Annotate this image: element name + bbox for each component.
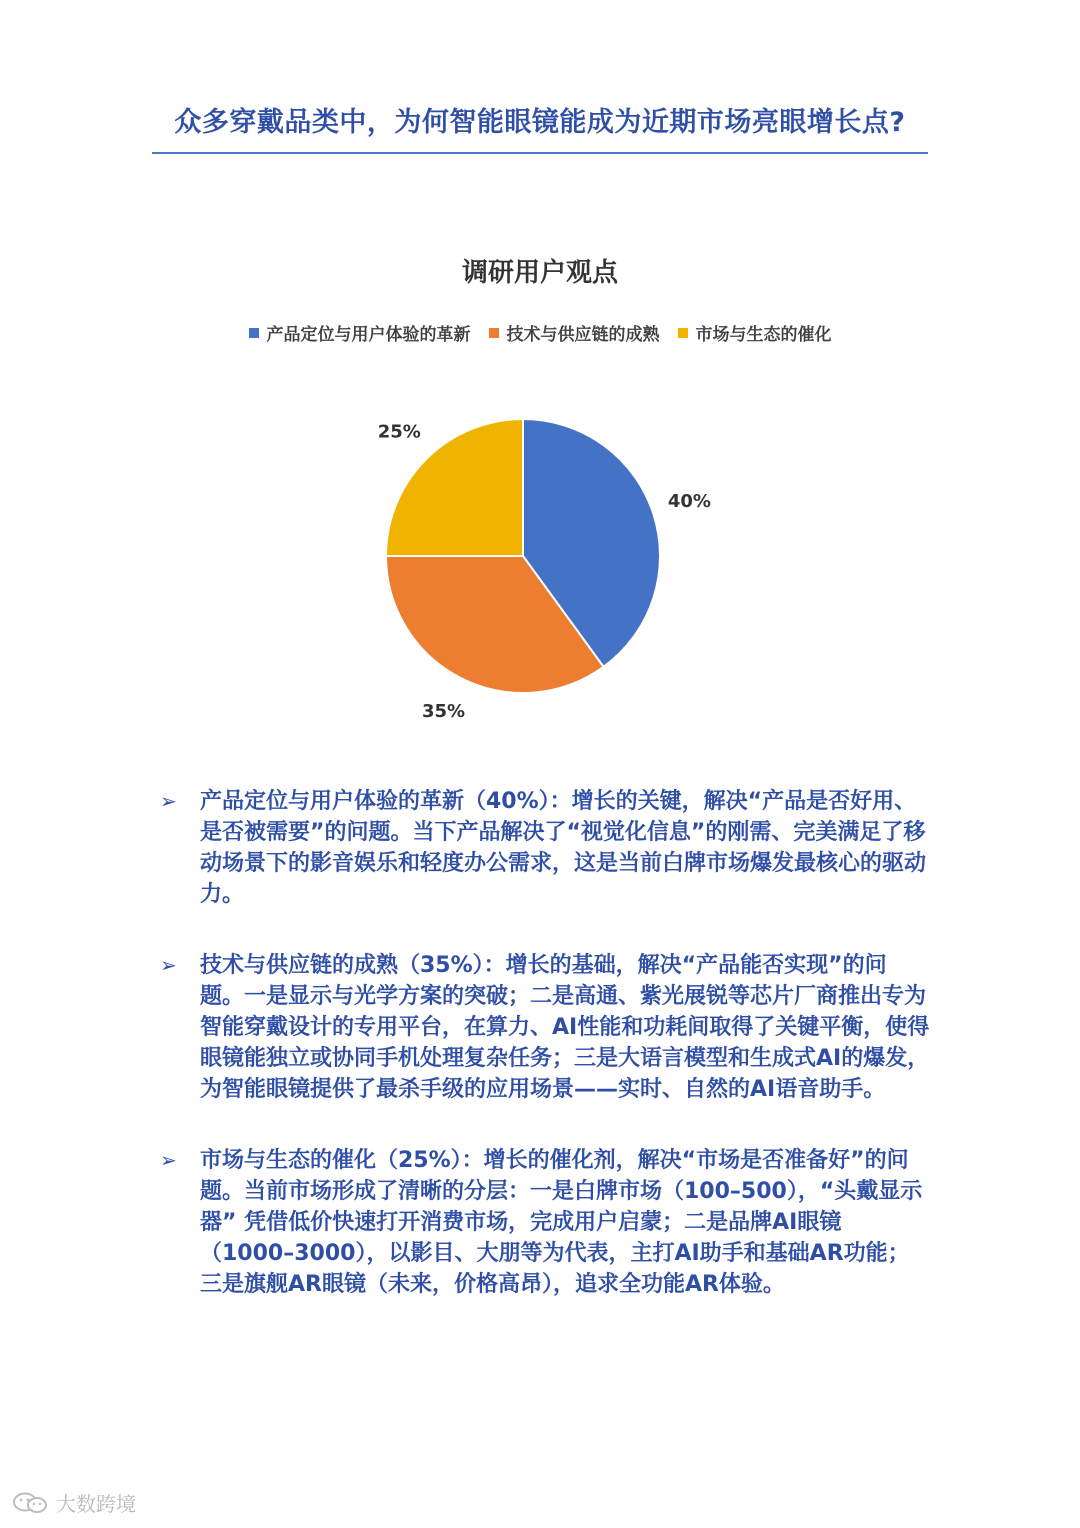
pie-chart xyxy=(330,380,750,740)
point-text: 市场与生态的催化（25%）：增长的催化剂，解决“市场是否准备好”的问题。当前市场形成了清晰的分层：一是白牌市场（100–500），“头戴显示器” 凭借低价快速打开消费市场，完成用户启蒙；二是品牌AI眼镜（1000–3000），以影目、大朋等为代表，主打AI助手和基础AR功能；三是旗舰AR眼镜（未来，价格高昂），追求全功能AR体验。 xyxy=(200,1148,923,1297)
legend-swatch xyxy=(678,328,688,338)
list-item xyxy=(160,950,930,1105)
list-item xyxy=(160,786,930,910)
legend-swatch xyxy=(249,328,259,338)
arrow-bullet-icon: ➢ xyxy=(160,1148,177,1172)
chart-legend xyxy=(0,320,1080,345)
legend-item xyxy=(489,320,660,345)
list-item xyxy=(160,1145,930,1300)
arrow-bullet-icon: ➢ xyxy=(160,789,177,813)
title-divider xyxy=(152,152,928,154)
watermark xyxy=(12,1488,136,1517)
page-title: 众多穿戴品类中，为何智能眼镜能成为近期市场亮眼增长点? xyxy=(174,107,906,138)
legend-label: 产品定位与用户体验的革新 xyxy=(266,325,471,345)
key-points-list xyxy=(160,786,930,1340)
point-text: 技术与供应链的成熟（35%）：增长的基础，解决“产品能否实现”的问题。一是显示与光学方案的突破；二是高通、紫光展锐等芯片厂商推出专为智能穿戴设计的专用平台，在算力、AI性能和功耗间取得了关键平衡，使得眼镜能独立或协同手机处理复杂任务；三是大语言模型和生成式AI的爆发，为智能眼镜提供了最杀手级的应用场景——实时、自然的AI语音助手。 xyxy=(200,953,930,1102)
legend-item xyxy=(249,320,471,345)
wechat-logo-icon xyxy=(12,1491,50,1515)
legend-item xyxy=(678,320,832,345)
arrow-bullet-icon: ➢ xyxy=(160,953,177,977)
legend-label: 技术与供应链的成熟 xyxy=(506,325,660,345)
chart-title: 调研用户观点 xyxy=(461,258,618,288)
point-text: 产品定位与用户体验的革新（40%）：增长的关键，解决“产品是否好用、是否被需要”的问题。当下产品解决了“视觉化信息”的刚需、完美满足了移动场景下的影音娱乐和轻度办公需求，这是当前白牌市场爆发最核心的驱动力。 xyxy=(200,789,927,907)
pie-data-label: 35% xyxy=(422,700,466,722)
legend-swatch xyxy=(489,328,499,338)
pie-data-label: 25% xyxy=(377,421,421,443)
pie-data-label: 40% xyxy=(667,490,711,512)
watermark-text: 大数跨境 xyxy=(56,1492,136,1516)
legend-label: 市场与生态的催化 xyxy=(695,325,832,345)
